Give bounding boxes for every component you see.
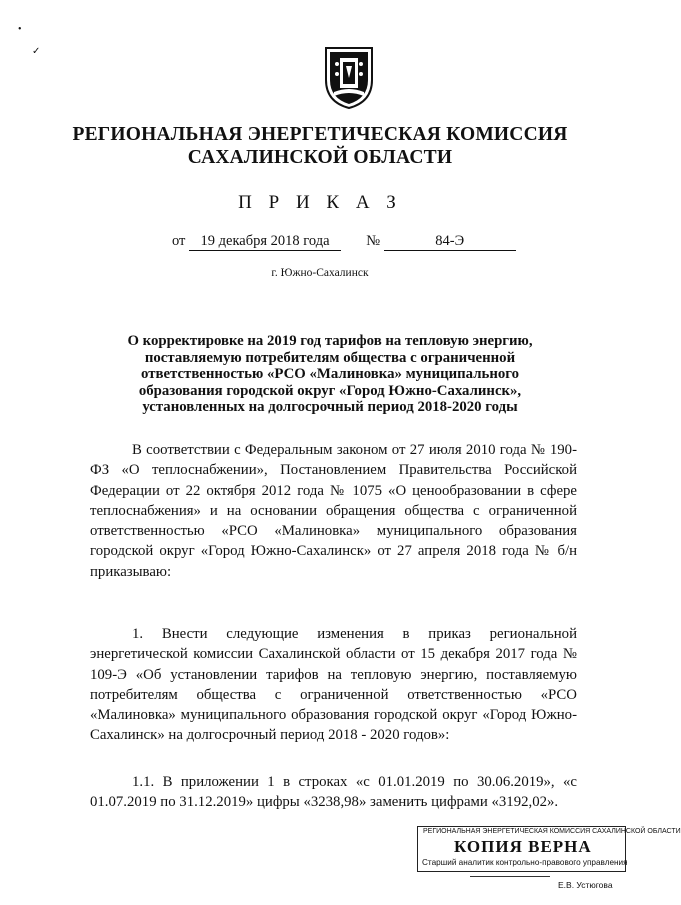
agency-title-line2: САХАЛИНСКОЙ ОБЛАСТИ bbox=[187, 147, 453, 168]
stamp-role: Старший аналитик контрольно-правового управления bbox=[422, 858, 628, 867]
item-1-1-paragraph: 1.1. В приложении 1 в строках «с 01.01.2019 по 30.06.2019», «с 01.07.2019 по 31.12.2019» цифры «3238,98» заменить цифрами «3192,02». bbox=[90, 774, 577, 811]
order-subject: О корректировке на 2019 год тарифов на тепловую энергию, поставляемую потребителям общества с ограниченной ответственностью «РСО «Малиновка» муниципального образования городской округ «Город Южно-Сахалинск», установленных на долгосрочный период 2018-2020 годы bbox=[127, 333, 533, 416]
item-1-paragraph: 1. Внести следующие изменения в приказ региональной энергетической комиссии Сахалинской области от 15 декабря 2017 года № 109-Э «Об установлении тарифов на тепловую энергию, поставляемую потребителям общества с ограниченной ответственностью «РСО «Малиновка» муниципального образования городской округ «Город Южно-Сахалинск» на долгосрочный период 2018 - 2020 годов»: bbox=[90, 626, 577, 744]
agency-title-line1: РЕГИОНАЛЬНАЯ ЭНЕРГЕТИЧЕСКАЯ КОМИССИЯ bbox=[72, 124, 568, 145]
scan-mark: • bbox=[18, 24, 22, 35]
copy-certified-stamp bbox=[417, 826, 681, 872]
city: г. Южно-Сахалинск bbox=[271, 267, 369, 279]
scan-mark: ✓ bbox=[32, 46, 41, 57]
date-number-row bbox=[172, 233, 516, 251]
stamp-signer-name: Е.В. Устюгова bbox=[558, 880, 613, 890]
number-label: № bbox=[366, 233, 381, 249]
stamp-organization: РЕГИОНАЛЬНАЯ ЭНЕРГЕТИЧЕСКАЯ КОМИССИЯ САХАЛИНСКОЙ ОБЛАСТИ bbox=[423, 828, 681, 835]
order-number: 84-Э bbox=[384, 233, 516, 251]
from-label: от bbox=[172, 233, 186, 249]
document-type: П Р И К А З bbox=[238, 192, 402, 213]
signature-line bbox=[470, 876, 550, 878]
order-date: 19 декабря 2018 года bbox=[189, 233, 341, 251]
preamble-paragraph: В соответствии с Федеральным законом от 27 июля 2010 года № 190-ФЗ «О теплоснабжении», Постановлением Правительства Российской Федерации от 22 октября 2012 года № 1075 «О ценообразовании в сфере теплоснабжения» и на основании обращения общества с ограниченной ответственностью «РСО «Малиновка» муниципального образования городской округ «Город Южно-Сахалинск» от 27 апреля 2018 года № б/н приказываю: bbox=[90, 442, 577, 580]
coat-of-arms-emblem bbox=[322, 44, 376, 110]
stamp-main-text: КОПИЯ ВЕРНА bbox=[454, 837, 592, 856]
